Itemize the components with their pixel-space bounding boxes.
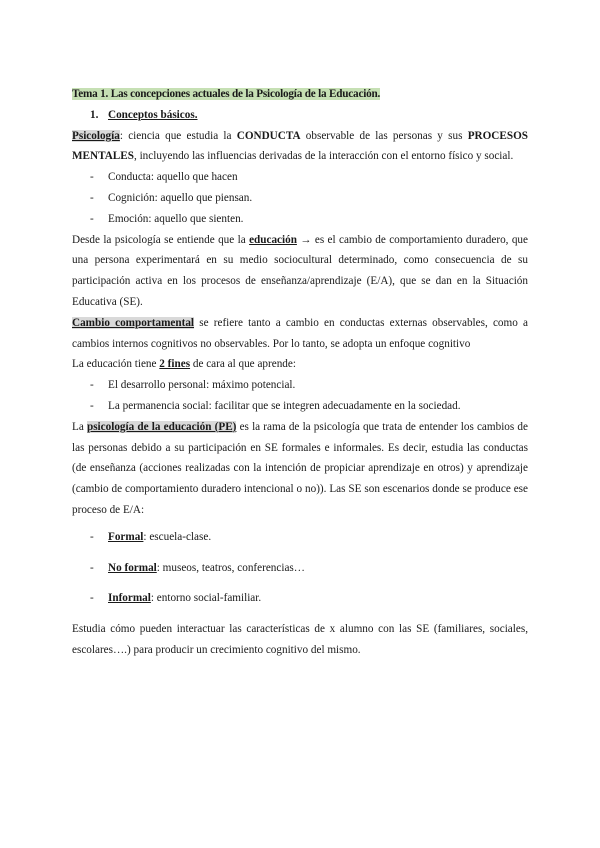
section-heading-text: Conceptos básicos. — [108, 108, 198, 121]
list-item-text: La permanencia social: facilitar que se integren adecuadamente en la sociedad. — [108, 399, 461, 412]
document-title: Tema 1. Las concepciones actuales de la Psicología de la Educación. — [72, 88, 381, 100]
list-item-text: El desarrollo personal: máximo potencial. — [108, 379, 296, 392]
list-item-text: Emoción: aquello que sienten. — [108, 212, 244, 225]
procesos-mentales-bold: PROCESOS MENTALES — [72, 129, 528, 163]
psicologia-term: Psicología — [72, 129, 120, 142]
document-title-line — [72, 84, 528, 105]
se-type-text: : museos, teatros, conferencias… — [156, 561, 305, 574]
list-item: - Formal: escuela-clase. — [90, 530, 212, 543]
se-types-list — [72, 527, 528, 609]
fines-paragraph — [72, 354, 528, 375]
psicologia-text-2: observable de las personas y sus — [300, 129, 468, 142]
pe-text-2: es la rama de la psicología que trata de entender los cambios de las personas debido a su participación en SE formales e informales. Es decir, estudia las conductas (de enseñanza (acciones realizadas con la intención de propiciar aprendizaje en otros) y aprendizaje (cambio de comportamiento duradero intencional o no)). Las SE son escenarios donde se produce ese proceso de E/A: — [72, 420, 528, 516]
se-type-term: Formal — [108, 530, 144, 543]
section-heading — [72, 105, 528, 126]
psicologia-text-1: : ciencia que estudia la — [119, 129, 237, 142]
fines-text-1: La educación tiene — [72, 358, 160, 371]
educacion-paragraph — [72, 230, 528, 313]
psicologia-text-3: , incluyendo las influencias derivadas de la interacción con el entorno físico y social. — [133, 150, 514, 163]
cambio-text: se refiere tanto a cambio en conductas externas observables, como a cambios internos cognitivos no observables. Por lo tanto, se adopta un enfoque cognitivo — [72, 316, 528, 350]
fines-term: 2 fines — [159, 358, 191, 371]
cambio-term: Cambio comportamental — [72, 316, 195, 329]
behavior-list — [72, 167, 528, 229]
list-item: - La permanencia social: facilitar que se integren adecuadamente en la sociedad. — [90, 399, 461, 412]
fines-list — [72, 375, 528, 417]
fines-text-2: de cara al que aprende: — [190, 358, 296, 371]
se-type-text: : escuela-clase. — [143, 530, 212, 543]
pe-term: psicología de la educación (PE) — [86, 420, 237, 433]
pe-text-1: La — [72, 420, 87, 433]
se-type-text: : entorno social-familiar. — [150, 592, 262, 605]
list-item: - Conducta: aquello que hacen — [90, 171, 238, 184]
psicologia-paragraph — [72, 126, 528, 168]
list-item: - Informal: entorno social-familiar. — [90, 592, 262, 605]
list-item-text: Cognición: aquello que piensan. — [108, 191, 253, 204]
se-type-term: Informal — [108, 592, 151, 605]
pe-paragraph — [72, 417, 528, 521]
educacion-term: educación — [249, 233, 297, 246]
list-item: - Cognición: aquello que piensan. — [90, 191, 253, 204]
final-paragraph: Estudia cómo pueden interactuar las características de x alumno con las SE (familiares, sociales, escolares….) para producir un crecimiento cognitivo del mismo. — [72, 623, 528, 656]
list-item-text: Conducta: aquello que hacen — [108, 171, 238, 184]
section-number: 1. — [90, 108, 99, 121]
educacion-text-2: → es el cambio de comportamiento duradero, que una persona experimentará en su medio sociocultural determinado, como consecuencia de su participación activa en los procesos de enseñanza/aprendizaje (E/A), que se dan en la Situación Educativa (SE). — [72, 233, 528, 308]
list-item: - El desarrollo personal: máximo potencial. — [90, 379, 296, 392]
document-page — [72, 84, 528, 661]
list-item: - No formal: museos, teatros, conferencias… — [90, 561, 305, 574]
cambio-paragraph — [72, 313, 528, 355]
conducta-bold: CONDUCTA — [236, 129, 301, 142]
list-item: - Emoción: aquello que sienten. — [90, 212, 244, 225]
educacion-text-1: Desde la psicología se entiende que la — [72, 233, 250, 246]
se-type-term: No formal — [108, 561, 157, 574]
